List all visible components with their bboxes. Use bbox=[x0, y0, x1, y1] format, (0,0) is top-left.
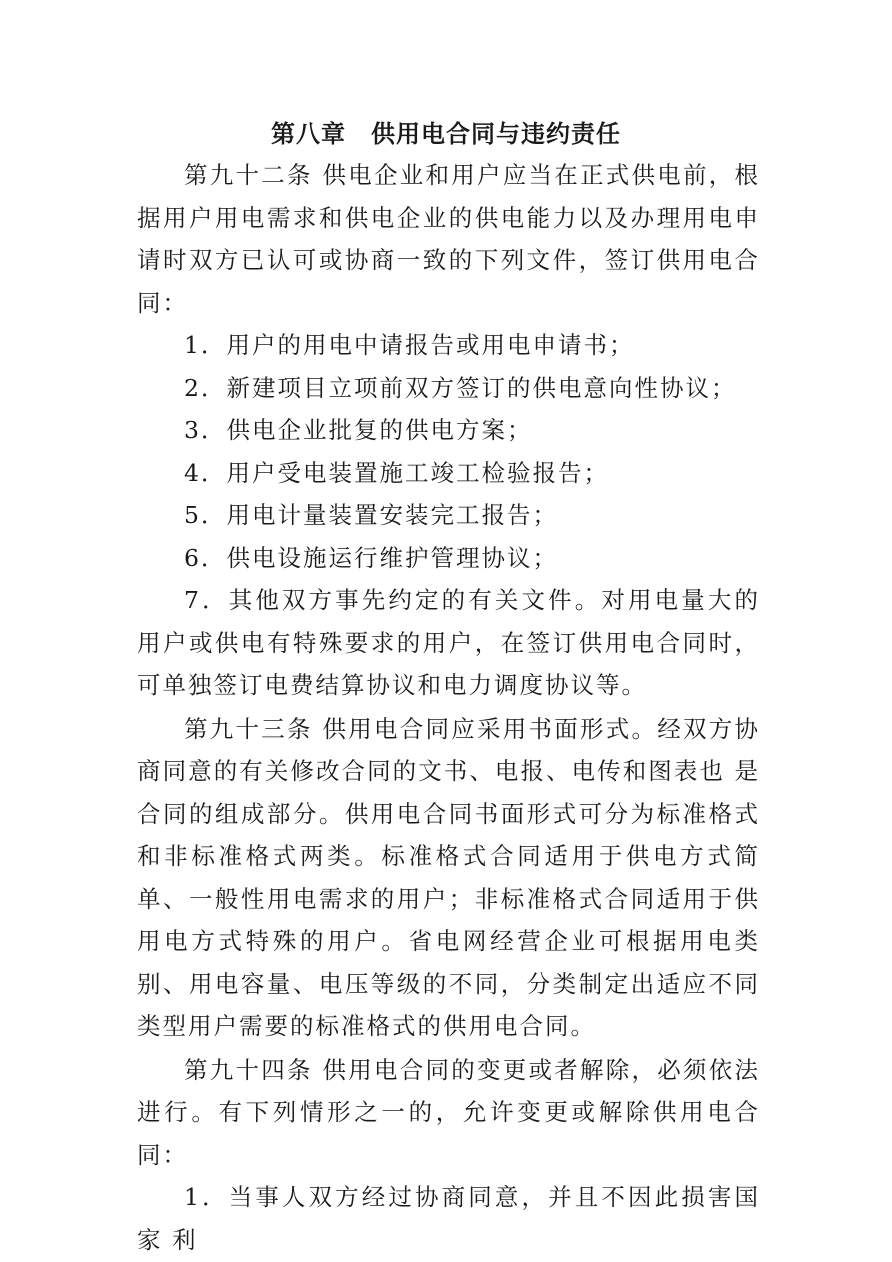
article-93-paragraph: 第九十三条 供用电合同应采用书面形式。经双方协商同意的有关修改合同的文书、电报、电传和图表也 是合同的组成部分。供用电合同书面形式可分为标准格式和非标准格式两类。标准格式合同适用于供电方式简单、一般性用电需求的用户；非标准格式合同适用于供用电方式特殊的用户。省电网经营企业可根据用电类别、用电容量、电压等级的不同，分类制定出适应不同类型用户需要的标准格式的供用电合同。 bbox=[137, 714, 760, 1040]
list-item-1: 1．用户的用电中请报告或用电申请书； bbox=[184, 331, 635, 359]
list-item-6: 6．供电设施运行维护管理协议； bbox=[184, 543, 558, 572]
list-item-7: 7．其他双方事先约定的有关文件。对用电量大的用户或供电有特殊要求的用户，在签订供用电合同时，可单独签订电费结算协议和电力调度协议等。 bbox=[137, 586, 760, 699]
article-94-list-item-1: 1．当事人双方经过协商同意，并且不因此损害国家 利 bbox=[137, 1183, 760, 1254]
article-94-paragraph: 第九十四条 供用电合同的变更或者解除，必须依法进行。有下列情形之一的，允许变更或解除供用电合同： bbox=[137, 1055, 760, 1169]
document-body bbox=[137, 154, 760, 1261]
article-92-paragraph: 第九十二条 供电企业和用户应当在正式供电前，根据用户用电需求和供电企业的供电能力以及办理用电申请时双方已认可或协商一致的下列文件，签订供用电合同： bbox=[137, 161, 760, 317]
list-item-4: 4．用户受电装置施工竣工检验报告； bbox=[184, 458, 609, 487]
list-item-5: 5．用电计量装置安装完工报告； bbox=[184, 501, 558, 529]
chapter-title: 第八章 供用电合同与违约责任 bbox=[271, 120, 621, 148]
list-item-3: 3．供电企业批复的供电方案； bbox=[184, 416, 533, 444]
list-item-2: 2．新建项目立项前双方签订的供电意向性协议； bbox=[184, 373, 737, 402]
